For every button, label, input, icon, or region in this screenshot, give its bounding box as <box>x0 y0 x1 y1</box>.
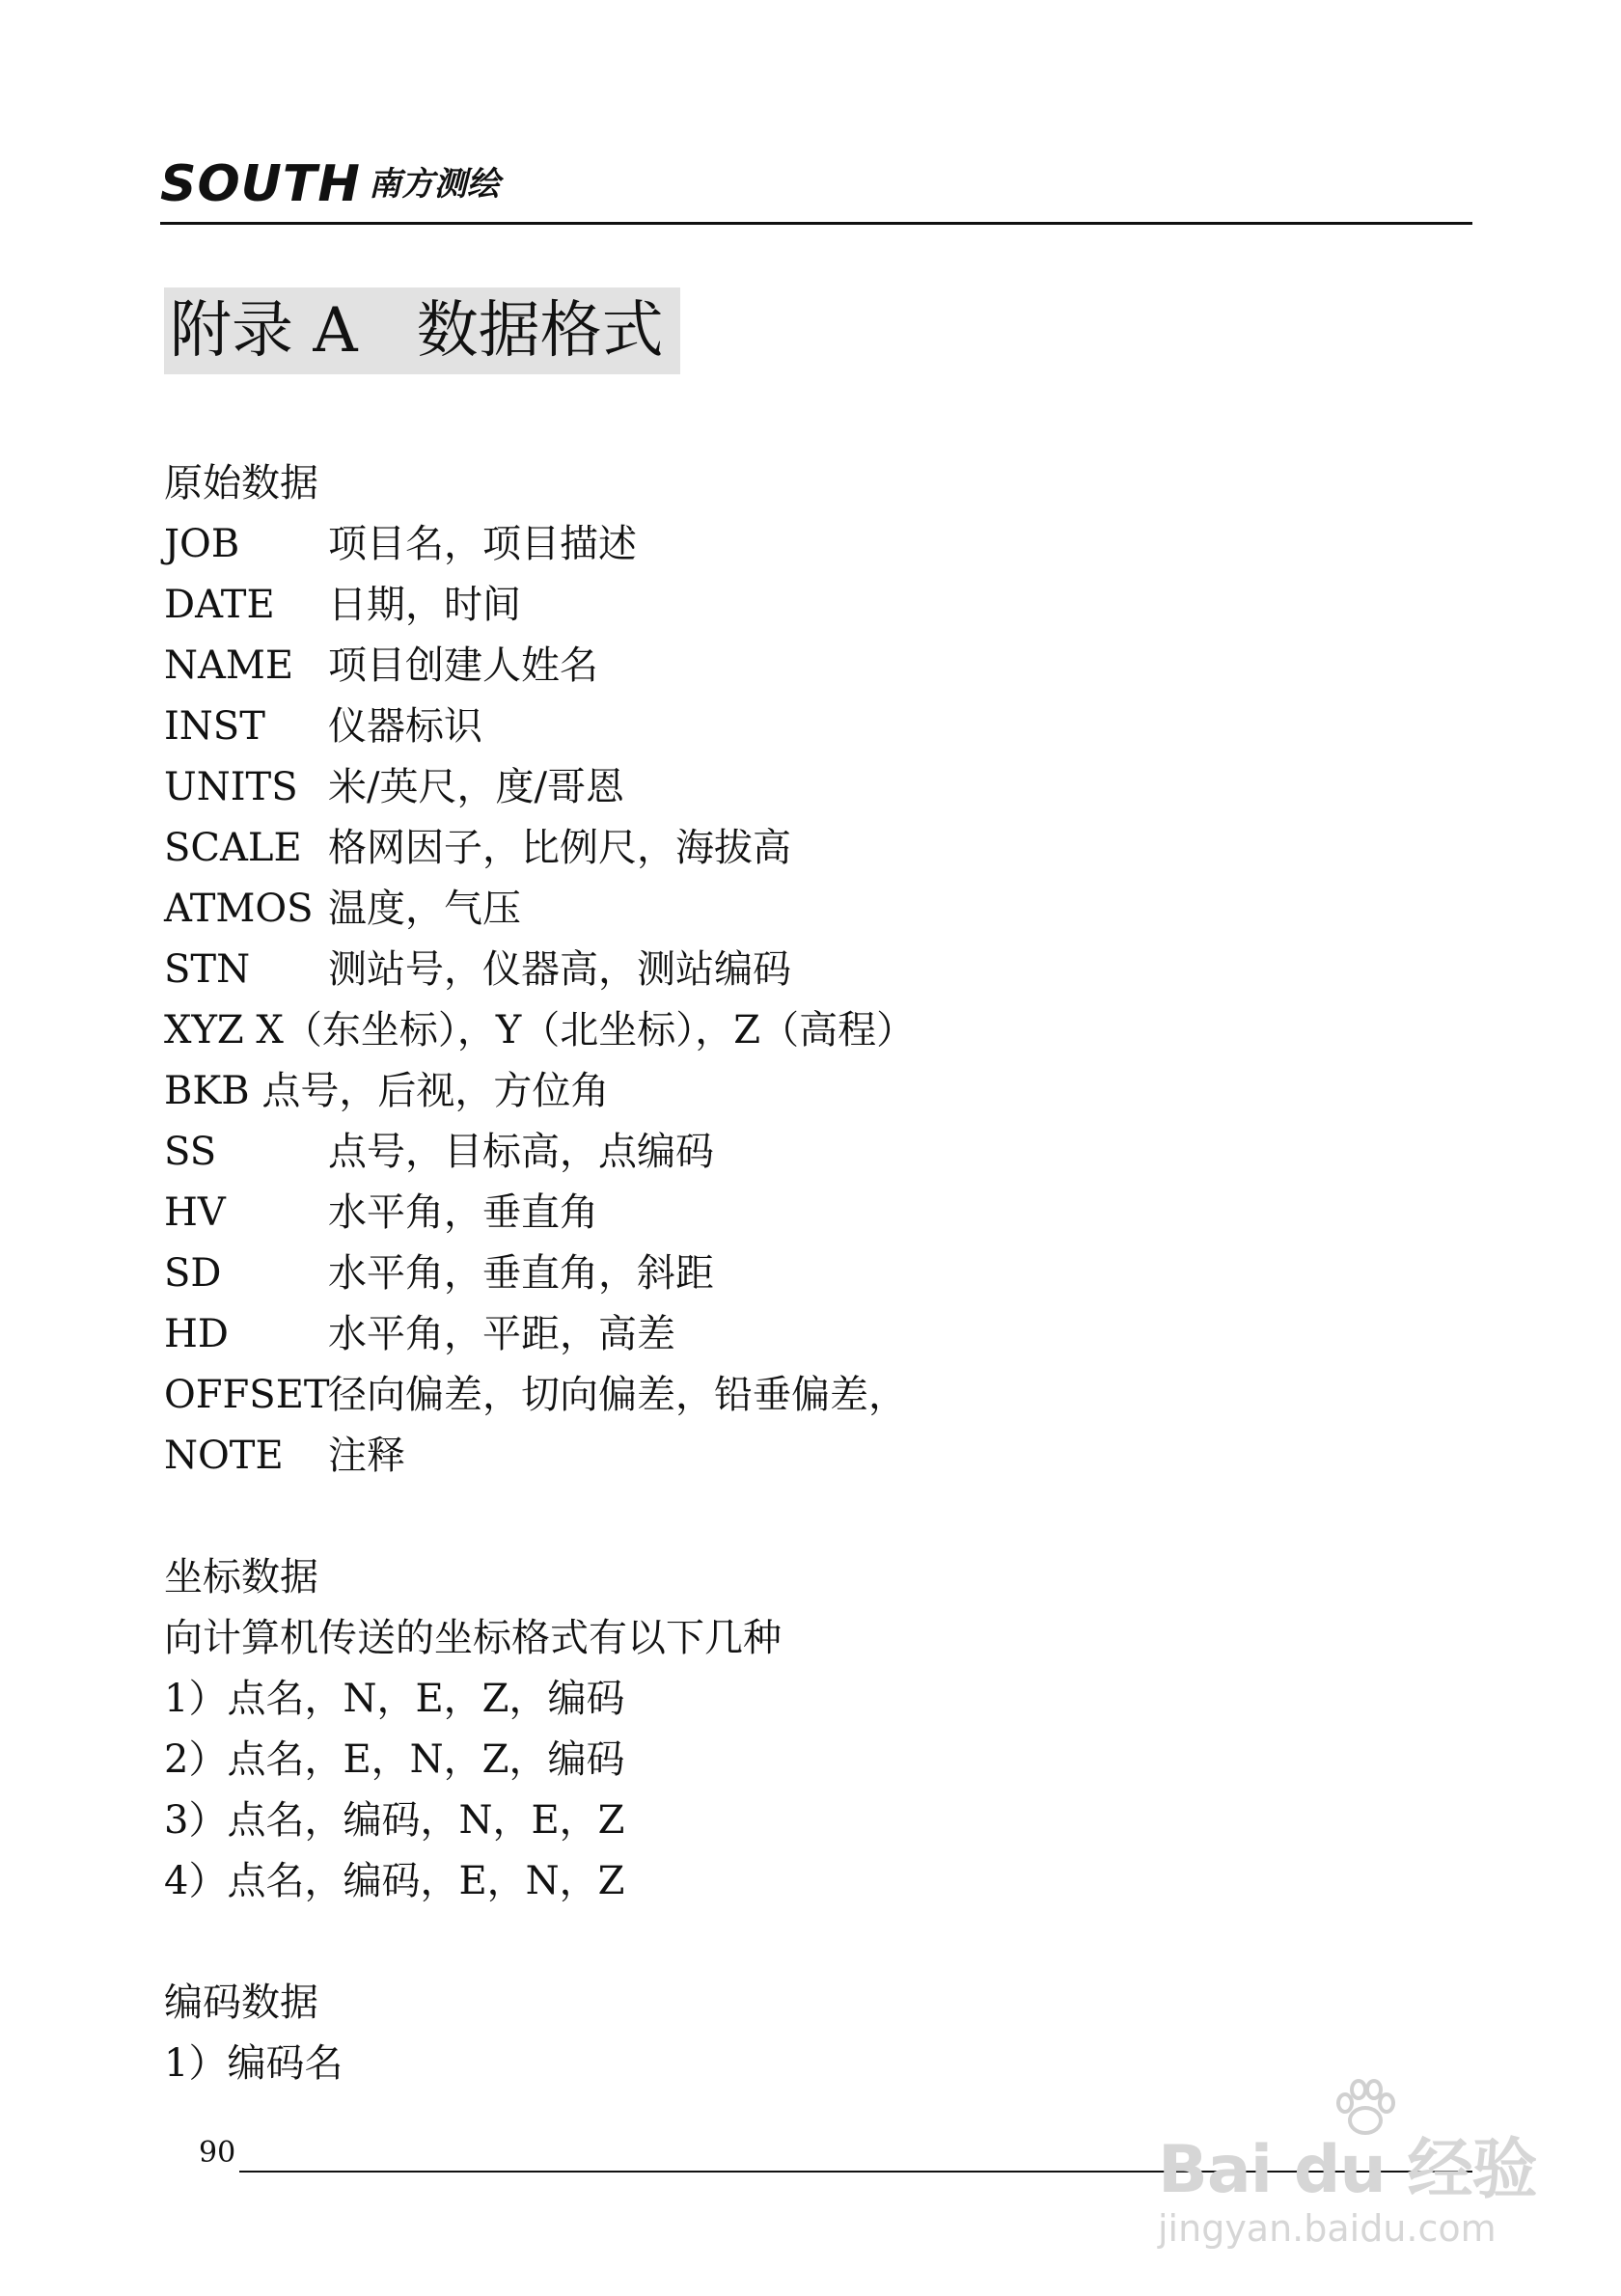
field-description: X（东坐标），Y（北坐标），Z（高程） <box>256 1008 916 1052</box>
field-description: 注释 <box>328 1434 405 1478</box>
raw-data-row <box>164 1122 1322 1183</box>
field-description: 格网因子，比例尺，海拔高 <box>328 826 791 870</box>
field-code: ATMOS <box>164 887 314 931</box>
field-description: 项目名，项目描述 <box>328 522 637 566</box>
logo-chinese-name: 南方测绘 <box>368 165 500 204</box>
raw-data-row <box>164 757 1322 818</box>
coordinate-format-item: 4）点名，编码，E，N，Z <box>164 1859 625 1903</box>
field-description: 点号，后视，方位角 <box>261 1069 610 1113</box>
logo-brand: SOUTH <box>160 155 361 213</box>
field-code: UNITS <box>164 765 298 809</box>
baidu-jingyan-watermark <box>1158 2074 1544 2257</box>
coordinate-intro: 向计算机传送的坐标格式有以下几种 <box>164 1616 782 1660</box>
watermark-url: jingyan.baidu.com <box>1158 2207 1497 2250</box>
paragraph-spacer <box>164 1912 1322 1973</box>
section-heading-raw-data: 原始数据 <box>164 461 318 506</box>
field-code: SCALE <box>164 826 302 870</box>
section-heading-coordinate-data: 坐标数据 <box>164 1555 318 1599</box>
coordinate-format-item: 2）点名，E，N，Z，编码 <box>164 1737 625 1782</box>
field-code: INST <box>164 704 265 749</box>
watermark-brand: Bai du 经验 <box>1158 2132 1537 2208</box>
raw-data-row <box>164 697 1322 757</box>
field-description: 温度，气压 <box>328 887 521 931</box>
coordinate-format-item: 3）点名，编码，N，E，Z <box>164 1798 625 1843</box>
paragraph-spacer <box>164 1487 1322 1547</box>
field-description: 米/英尺，度/哥恩 <box>328 765 624 809</box>
field-code: NAME <box>164 643 294 688</box>
field-code: BKB <box>164 1069 250 1113</box>
field-description: 点号，目标高，点编码 <box>328 1130 714 1174</box>
raw-data-row <box>164 1244 1322 1304</box>
raw-data-row <box>164 636 1322 697</box>
coordinate-format-item: 1）点名，N，E，Z，编码 <box>164 1677 625 1721</box>
field-description: 水平角，平距，高差 <box>328 1312 675 1356</box>
field-code: DATE <box>164 583 275 627</box>
appendix-title-box <box>164 287 680 374</box>
field-description: 日期，时间 <box>328 583 521 627</box>
appendix-title: 附录 A 数据格式 <box>170 295 664 367</box>
raw-data-row <box>164 1365 1322 1426</box>
field-description: 径向偏差，切向偏差，铅垂偏差， <box>328 1373 907 1417</box>
raw-data-row <box>164 818 1322 879</box>
page-number: 90 <box>199 2136 236 2170</box>
raw-data-row <box>164 1000 1322 1061</box>
field-code: HV <box>164 1190 226 1235</box>
field-description: 水平角，垂直角 <box>328 1190 598 1235</box>
page-header <box>160 154 1472 225</box>
field-code: HD <box>164 1312 229 1356</box>
field-code: NOTE <box>164 1434 284 1478</box>
document-body <box>164 453 1322 2094</box>
field-code: SD <box>164 1251 222 1296</box>
section-heading-code-data: 编码数据 <box>164 1981 318 2025</box>
field-code: OFFSET <box>164 1373 330 1417</box>
field-code: SS <box>164 1130 217 1174</box>
field-code: JOB <box>164 522 240 566</box>
code-data-item: 1）编码名 <box>164 2041 343 2086</box>
field-description: 项目创建人姓名 <box>328 643 598 688</box>
field-description: 仪器标识 <box>328 704 482 749</box>
raw-data-row <box>164 514 1322 575</box>
raw-data-row <box>164 575 1322 636</box>
raw-data-row <box>164 940 1322 1000</box>
raw-data-row <box>164 1304 1322 1365</box>
field-code: STN <box>164 947 251 992</box>
field-description: 水平角，垂直角，斜距 <box>328 1251 714 1296</box>
field-description: 测站号，仪器高，测站编码 <box>328 947 791 992</box>
raw-data-row <box>164 879 1322 940</box>
raw-data-row <box>164 1426 1322 1487</box>
south-logo <box>160 154 500 214</box>
raw-data-row <box>164 1183 1322 1244</box>
field-code: XYZ <box>164 1008 244 1052</box>
raw-data-row <box>164 1061 1322 1122</box>
